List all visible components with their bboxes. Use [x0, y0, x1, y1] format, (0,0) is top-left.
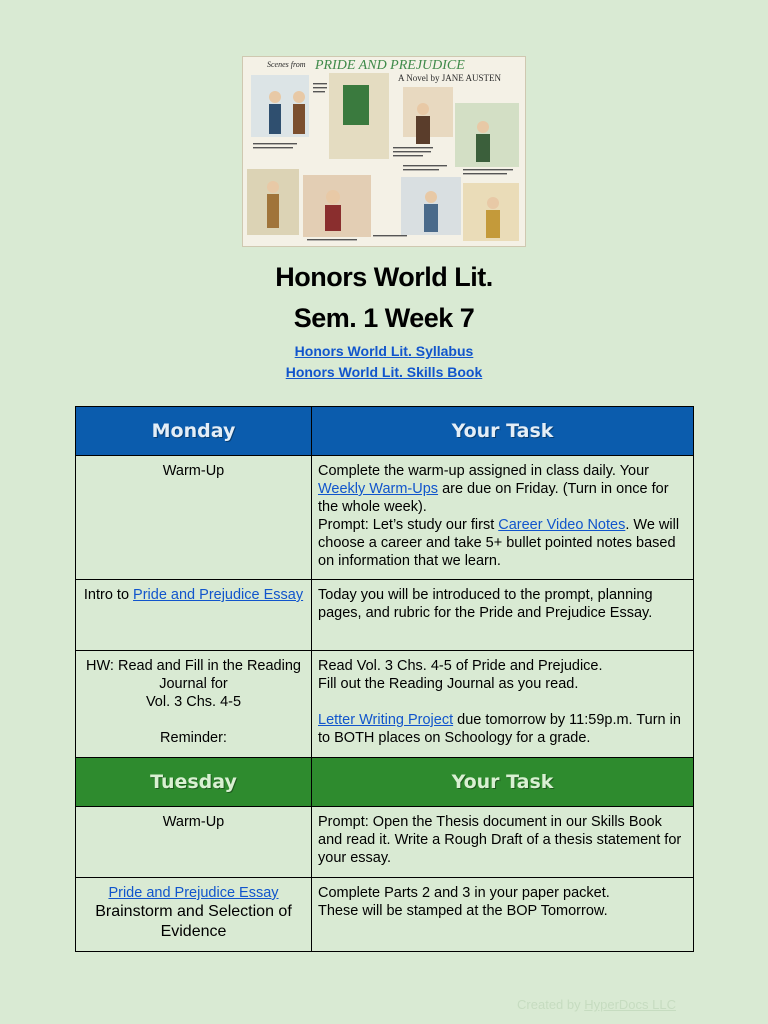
task-text: due tomorrow by 11:59p.m. Turn in to BOTH places on Schoology for a grade.: [318, 712, 681, 746]
warmup-label: Warm-Up: [162, 463, 225, 479]
career-video-notes-link[interactable]: Career Video Notes: [498, 517, 626, 533]
task-text: Complete Parts 2 and 3 in your paper packet.: [318, 885, 610, 901]
task-text: Today you will be introduced to the prompt, planning pages, and rubric for the Pride and Prejudice Essay.: [318, 587, 653, 621]
cover-header-small: Scenes from: [267, 60, 306, 69]
monday-task-header: Your Task: [451, 420, 554, 442]
page-subtitle: Sem. 1 Week 7: [293, 303, 475, 333]
cover-illustrations: [247, 73, 519, 241]
task-text: These will be stamped at the BOP Tomorrow.: [318, 903, 608, 919]
letter-writing-project-link[interactable]: Letter Writing Project: [318, 712, 454, 728]
hw-chapters: Vol. 3 Chs. 4-5: [145, 694, 242, 710]
monday-header: Monday: [151, 420, 236, 442]
task-text: Fill out the Reading Journal as you read.: [318, 676, 579, 692]
monday-header-row: [76, 407, 694, 456]
task-text: are due on Friday. (Turn in once for the whole week).: [318, 481, 669, 515]
tuesday-header: Tuesday: [150, 771, 237, 793]
task-text: Prompt: Open the Thesis document in our Skills Book and read it. Write a Rough Draft of a thesis statement for your essay.: [318, 814, 682, 866]
pride-prejudice-essay-link-2[interactable]: Pride and Prejudice Essay: [108, 885, 279, 901]
cover-header-title: PRIDE AND PREJUDICE: [315, 58, 465, 73]
pride-prejudice-essay-link[interactable]: Pride and Prejudice Essay: [133, 587, 304, 603]
table-row: [76, 878, 694, 952]
footer-credit: [517, 997, 676, 1012]
table-row: [76, 580, 694, 651]
tuesday-task-header: Your Task: [451, 771, 554, 793]
reminder-label: Reminder:: [160, 730, 227, 746]
footer-prefix: Created by: [517, 997, 585, 1012]
task-text: Read Vol. 3 Chs. 4-5 of Pride and Prejudice.: [318, 658, 603, 674]
page-title: Honors World Lit.: [275, 262, 493, 292]
table-row: [76, 651, 694, 758]
task-text: Prompt: Let’s study our first: [318, 517, 499, 533]
brainstorm-label: Brainstorm and Selection of Evidence: [95, 903, 292, 940]
syllabus-link[interactable]: Honors World Lit. Syllabus: [294, 343, 474, 359]
cover-subtitle: A Novel by JANE AUSTEN: [398, 73, 501, 83]
skills-book-link[interactable]: Honors World Lit. Skills Book: [285, 364, 483, 380]
warmup-label: Warm-Up: [162, 814, 225, 830]
intro-label: Intro to: [83, 587, 134, 603]
task-text: Complete the warm-up assigned in class daily. Your: [318, 463, 649, 479]
task-text: . We will choose a career and take 5+ bullet pointed notes based on information that we learn.: [318, 517, 680, 569]
table-row: [76, 456, 694, 580]
weekly-schedule-table: [75, 406, 694, 952]
table-row: [76, 807, 694, 878]
tuesday-header-row: [76, 758, 694, 807]
hw-label: HW: Read and Fill in the Reading Journal for: [86, 658, 301, 692]
hyperdocs-link[interactable]: HyperDocs LLC: [584, 997, 676, 1012]
weekly-warmups-link[interactable]: Weekly Warm-Ups: [318, 481, 439, 497]
book-cover-image: [242, 56, 526, 247]
